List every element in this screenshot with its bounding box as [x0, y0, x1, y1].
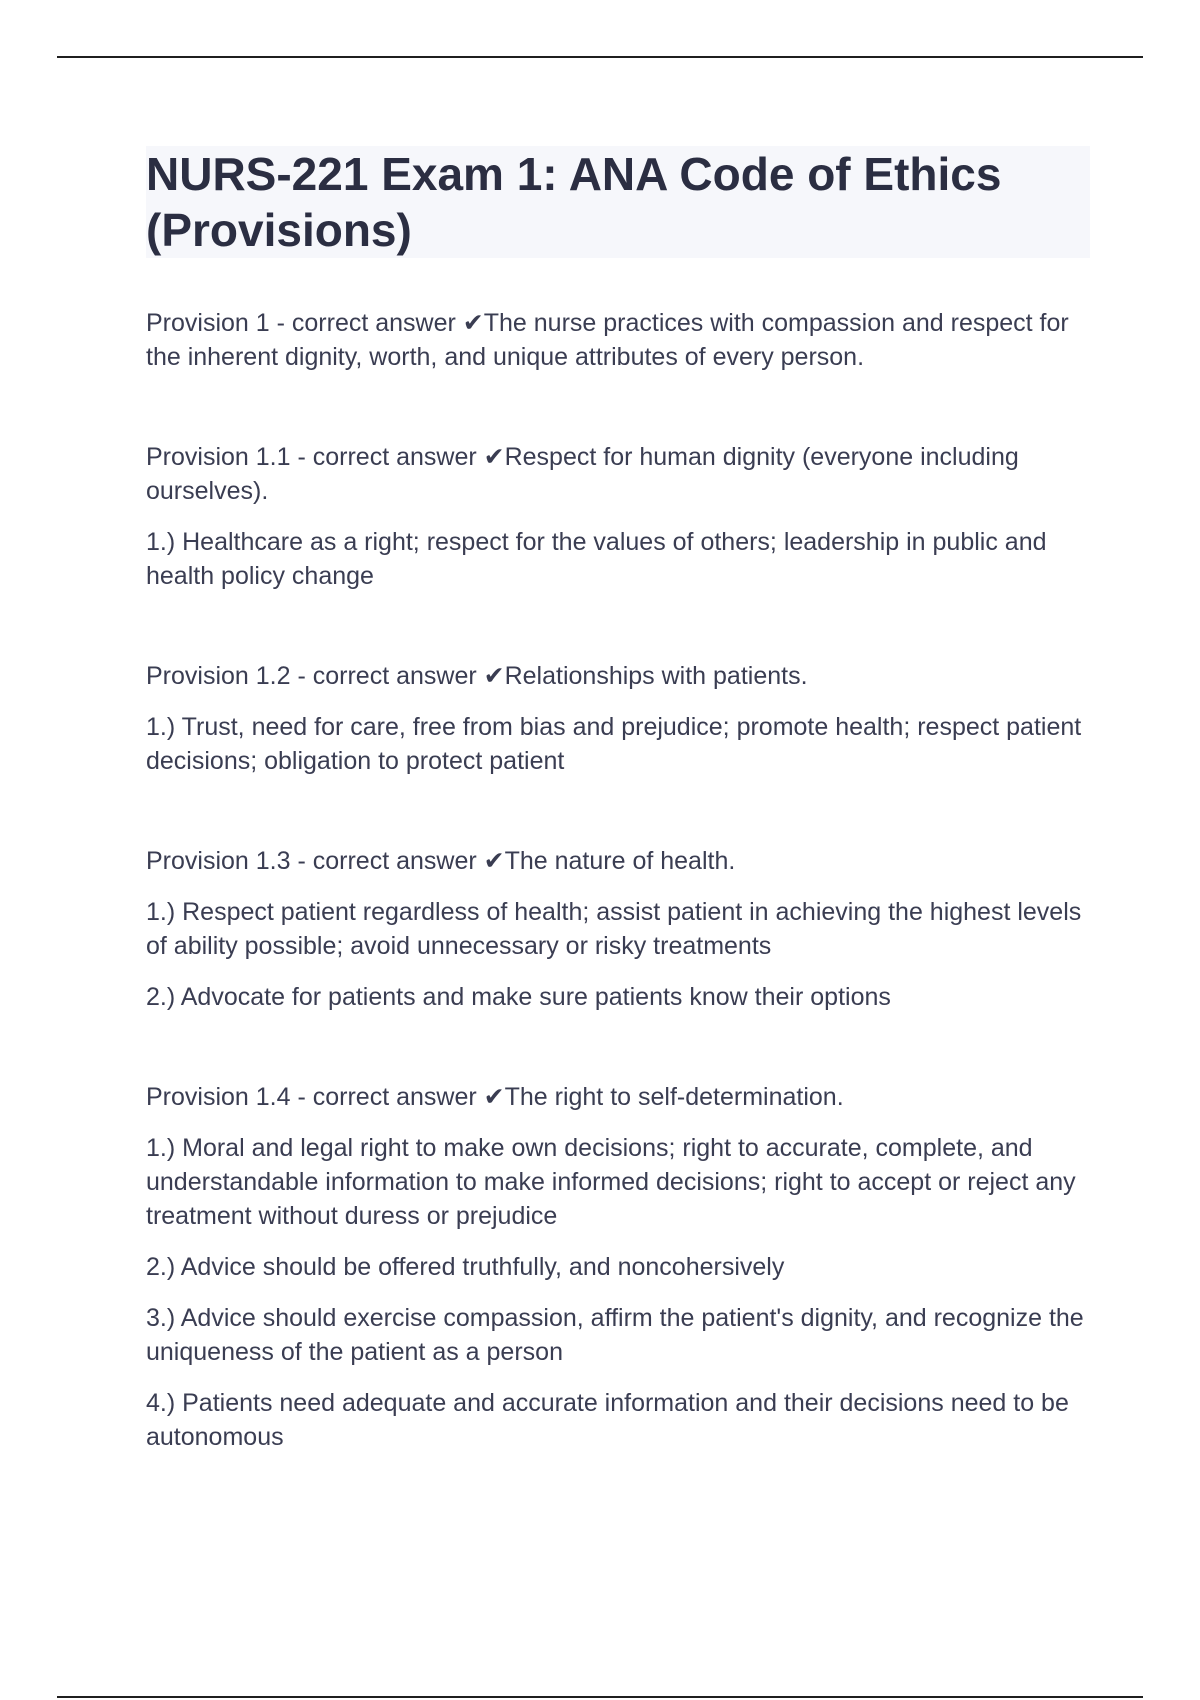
question-line: [146, 306, 1090, 374]
question-label: Provision 1: [146, 309, 270, 337]
question-label: Provision 1.3: [146, 847, 291, 875]
document-title: NURS-221 Exam 1: ANA Code of Ethics (Provisions): [146, 148, 1002, 256]
question-line: [146, 844, 1090, 878]
correct-answer-marker: - correct answer ✔: [290, 847, 505, 875]
answer-detail: 2.) Advocate for patients and make sure patients know their options: [146, 983, 891, 1011]
question-line: [146, 440, 1090, 508]
answer-detail: 1.) Trust, need for care, free from bias and prejudice; promote health; respect patient decisions; obligation to protect patient: [146, 713, 1082, 775]
answer-text: The nurse practices with compassion and respect for the inherent dignity, worth, and unique attributes of every person.: [146, 309, 1069, 371]
qa-item: [146, 1080, 1090, 1454]
title-box: [146, 146, 1090, 258]
correct-answer-marker: - correct answer ✔: [290, 443, 505, 471]
answer-text: The nature of health.: [504, 847, 736, 875]
top-rule: [57, 56, 1143, 58]
bottom-rule: [57, 1696, 1143, 1698]
question-label: Provision 1.2: [146, 662, 291, 690]
answer-text: Relationships with patients.: [504, 662, 808, 690]
answer-detail: 2.) Advice should be offered truthfully, and noncohersively: [146, 1253, 785, 1281]
correct-answer-marker: - correct answer ✔: [269, 309, 484, 337]
answer-detail: 1.) Healthcare as a right; respect for the values of others; leadership in public and health policy change: [146, 528, 1047, 590]
qa-item: [146, 440, 1090, 593]
question-line: [146, 659, 1090, 693]
answer-detail: 4.) Patients need adequate and accurate information and their decisions need to be autonomous: [146, 1389, 1069, 1451]
qa-item: [146, 844, 1090, 1014]
answer-detail: 1.) Moral and legal right to make own decisions; right to accurate, complete, and understandable information to make informed decisions; right to accept or reject any treatment without duress or prejudice: [146, 1134, 1076, 1230]
answer-text: Respect for human dignity (everyone including ourselves).: [146, 443, 1019, 505]
correct-answer-marker: - correct answer ✔: [290, 662, 505, 690]
question-label: Provision 1.4: [146, 1083, 291, 1111]
correct-answer-marker: - correct answer ✔: [290, 1083, 505, 1111]
qa-item: [146, 306, 1090, 374]
document-body: [146, 146, 1090, 1454]
answer-detail: 3.) Advice should exercise compassion, affirm the patient's dignity, and recognize the uniqueness of the patient as a person: [146, 1304, 1084, 1366]
qa-list: [146, 306, 1090, 1454]
qa-item: [146, 659, 1090, 778]
answer-text: The right to self-determination.: [504, 1083, 844, 1111]
question-label: Provision 1.1: [146, 443, 291, 471]
answer-detail: 1.) Respect patient regardless of health; assist patient in achieving the highest levels of ability possible; avoid unnecessary or risky treatments: [146, 898, 1082, 960]
question-line: [146, 1080, 1090, 1114]
